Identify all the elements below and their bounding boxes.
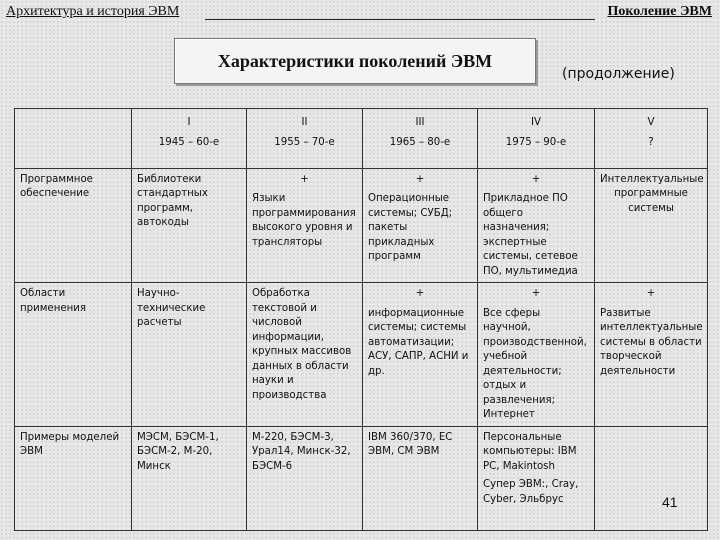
table-header-row [15,109,708,169]
table-cell: + Все сферы научной, производственной, учебной деятельности; отдых и развлечения; Интернет [478,283,595,426]
generation-header: II 1955 – 70-е [247,109,363,169]
generation-header: I 1945 – 60-е [132,109,247,169]
table-cell: Научно-технические расчеты [132,283,247,426]
row-label: Примеры моделей ЭВМ [15,426,132,530]
section-title: Поколение ЭВМ [607,4,712,19]
slide-title: Характеристики поколений ЭВМ [217,50,493,71]
table-cell: М-220, БЭСМ-3, Урал14, Минск-32, БЭСМ-6 [247,426,363,530]
table-cell: Обработка текстовой и числовой информации, крупных массивов данных в области науки и производства [247,283,363,426]
generation-header: IV 1975 – 90-е [478,109,595,169]
page-number: 41 [662,494,678,510]
continuation-note: (продолжение) [562,66,675,82]
table-cell: + Операционные системы; СУБД; пакеты прикладных программ [363,169,478,283]
table-cell: Библиотеки стандартных программ, автокоды [132,169,247,283]
row-label: Программное обеспечение [15,169,132,283]
course-title: Архитектура и история ЭВМ [6,4,180,19]
table-cell [595,426,708,530]
row-label: Области применения [15,283,132,426]
generation-header: III 1965 – 80-е [363,109,478,169]
generations-table [14,108,708,531]
table-cell: IBM 360/370, ЕС ЭВМ, СМ ЭВМ [363,426,478,530]
table-cell: Персональные компьютеры: IBM PC, Makintosh Супер ЭВМ:, Cray, Cyber, Эльбрус [478,426,595,530]
table-cell: + Языки программирования высокого уровня и трансляторы [247,169,363,283]
table-row [15,426,708,530]
slide-title-box [174,38,536,84]
table-cell: МЭСМ, БЭСМ-1, БЭСМ-2, М-20, Минск [132,426,247,530]
header-empty-cell [15,109,132,169]
table-cell: + Прикладное ПО общего назначения; экспертные системы, сетевое ПО, мультимедиа [478,169,595,283]
header-rule [205,19,595,20]
table-cell: + Развитые интеллектуальные системы в области творческой деятельности [595,283,708,426]
table-row [15,283,708,426]
table-cell: Интеллектуальные программные системы [595,169,708,283]
generation-header: V ? [595,109,708,169]
table-cell: + информационные системы; системы автоматизации; АСУ, САПР, АСНИ и др. [363,283,478,426]
table-row [15,169,708,283]
